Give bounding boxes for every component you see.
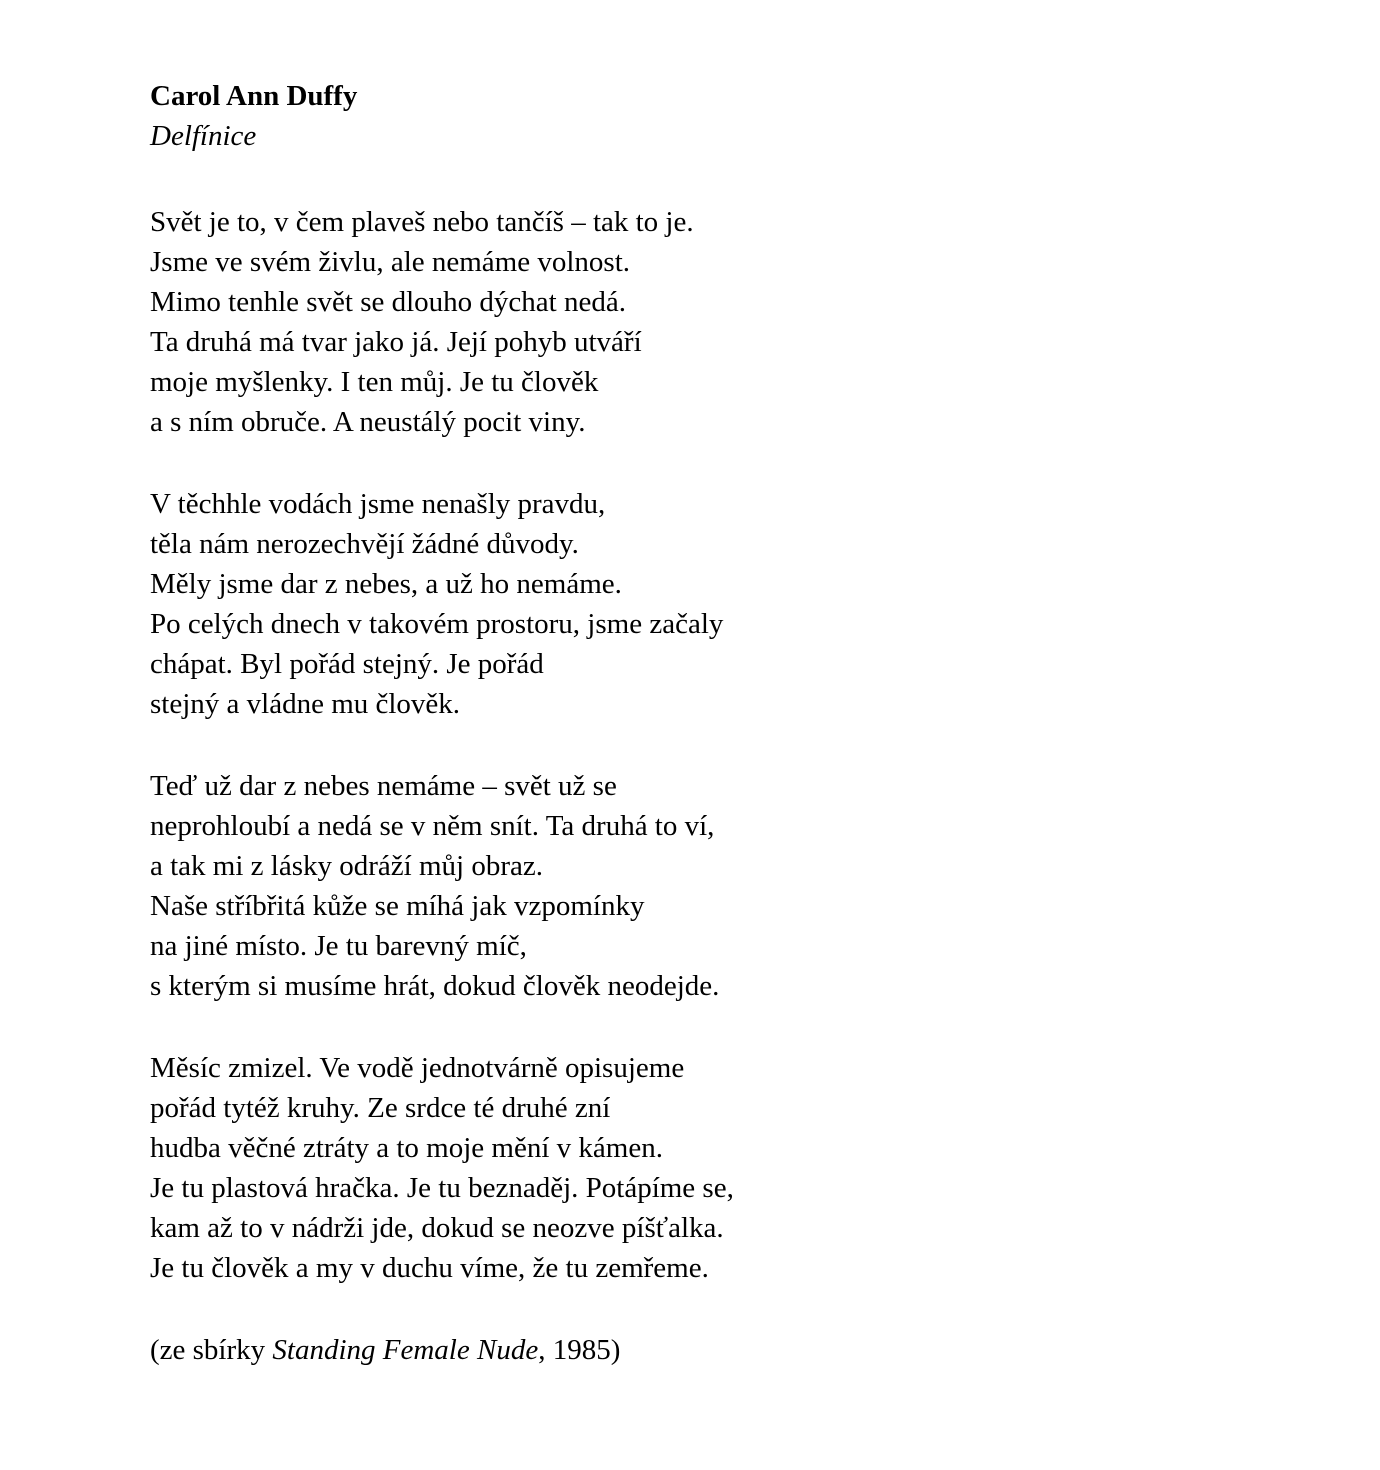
source-citation	[150, 1330, 1260, 1370]
poem-line: hudba věčné ztráty a to moje mění v kámen.	[150, 1132, 663, 1164]
poem-line: Měly jsme dar z nebes, a už ho nemáme.	[150, 568, 622, 600]
poem-line: Ta druhá má tvar jako já. Její pohyb utváří	[150, 326, 642, 358]
source-suffix: , 1985)	[538, 1334, 621, 1366]
poem-line: Mimo tenhle svět se dlouho dýchat nedá.	[150, 286, 626, 318]
poem-title: Delfínice	[150, 120, 257, 152]
poem-line: Je tu plastová hračka. Je tu beznaděj. Potápíme se,	[150, 1172, 734, 1204]
poem-line: neprohloubí a nedá se v něm snít. Ta druhá to ví,	[150, 810, 715, 842]
poem-line: těla nám nerozechvějí žádné důvody.	[150, 528, 579, 560]
poem-author: Carol Ann Duffy	[150, 80, 358, 112]
poem-header	[150, 76, 1260, 156]
stanza-3	[150, 766, 1260, 1006]
poem-line: a s ním obruče. A neustálý pocit viny.	[150, 406, 586, 438]
poem-line: Teď už dar z nebes nemáme – svět už se	[150, 770, 617, 802]
poem-line: Naše stříbřitá kůže se míhá jak vzpomínky	[150, 890, 645, 922]
stanza-1	[150, 202, 1260, 442]
poem-line: Jsme ve svém živlu, ale nemáme volnost.	[150, 246, 631, 278]
poem-line: stejný a vládne mu člověk.	[150, 688, 461, 720]
poem-line: chápat. Byl pořád stejný. Je pořád	[150, 648, 544, 680]
poem-line: moje myšlenky. I ten můj. Je tu člověk	[150, 366, 599, 398]
poem-line: pořád tytéž kruhy. Ze srdce té druhé zní	[150, 1092, 611, 1124]
stanza-2	[150, 484, 1260, 724]
poem-line: Po celých dnech v takovém prostoru, jsme začaly	[150, 608, 724, 640]
poem-line: a tak mi z lásky odráží můj obraz.	[150, 850, 543, 882]
poem-line: Je tu člověk a my v duchu víme, že tu zemřeme.	[150, 1252, 709, 1284]
poem-line: V těchhle vodách jsme nenašly pravdu,	[150, 488, 606, 520]
stanza-4	[150, 1048, 1260, 1288]
source-work-title: Standing Female Nude	[272, 1334, 539, 1366]
poem-line: Měsíc zmizel. Ve vodě jednotvárně opisujeme	[150, 1052, 685, 1084]
poem-line: kam až to v nádrži jde, dokud se neozve píšťalka.	[150, 1212, 724, 1244]
source-prefix: (ze sbírky	[150, 1334, 273, 1366]
poem-line: Svět je to, v čem plaveš nebo tančíš – tak to je.	[150, 206, 694, 238]
poem-line: na jiné místo. Je tu barevný míč,	[150, 930, 527, 962]
poem-line: s kterým si musíme hrát, dokud člověk neodejde.	[150, 970, 720, 1002]
